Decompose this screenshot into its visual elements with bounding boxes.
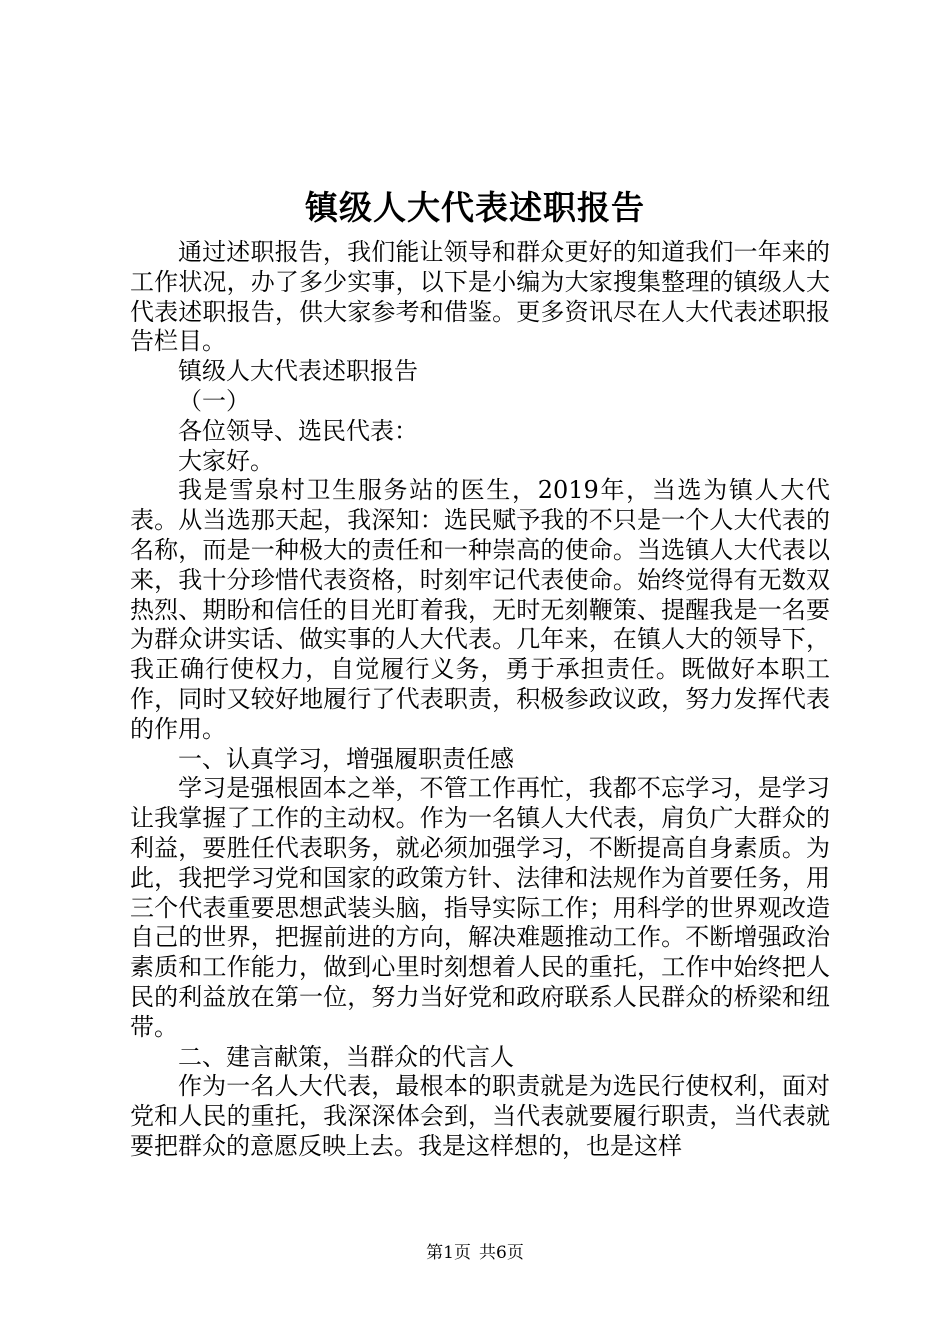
section-number: （一） [178, 386, 250, 415]
body-paragraph: 学习是强根固本之举，不管工作再忙，我都不忘学习，是学习让我掌握了工作的主动权。作为一名镇人大代表，肩负广大群众的利益，要胜任代表职务，就必须加强学习，不断提高自身素质。为此，我把学习党和国家的政策方针、法律和法规作为首要任务，用三个代表重要思想武装头脑，指导实际工作；用科学的世界观改造自己的世界，把握前进的方向，解决难题推动工作。不断增强政治素质和工作能力，做到心里时刻想着人民的重托，工作中始终把人民的利益放在第一位，努力当好党和政府联系人民群众的桥梁和纽带。 [130, 774, 830, 1041]
greeting: 大家好。 [178, 446, 274, 475]
document-title: 镇级人大代表述职报告 [305, 188, 645, 227]
section-heading: 一、认真学习，增强履职责任感 [178, 744, 514, 773]
page-number: 第1页 [426, 1243, 471, 1263]
subtitle-line: 镇级人大代表述职报告 [178, 357, 418, 386]
page-total: 共6页 [479, 1243, 524, 1263]
section-heading: 二、建言献策，当群众的代言人 [178, 1042, 514, 1071]
body-paragraph: 作为一名人大代表，最根本的职责就是为选民行使权利，面对党和人民的重托，我深深体会到，当代表就要履行职责，当代表就要把群众的意愿反映上去。我是这样想的，也是这样 [130, 1072, 830, 1160]
body-paragraph: 我是雪泉村卫生服务站的医生，2019年，当选为镇人大代表。从当选那天起，我深知：选民赋予我的不只是一个人大代表的名称，而是一种极大的责任和一种崇高的使命。当选镇人大代表以来，我十分珍惜代表资格，时刻牢记代表使命。始终觉得有无数双热烈、期盼和信任的目光盯着我，无时无刻鞭策、提醒我是一名要为群众讲实话、做实事的人大代表。几年来，在镇人大的领导下，我正确行使权力，自觉履行义务，勇于承担责任。既做好本职工作，同时又较好地履行了代表职责，积极参政议政，努力发挥代表的作用。 [130, 476, 830, 743]
document-body [130, 238, 830, 1162]
salutation: 各位领导、选民代表： [178, 416, 418, 445]
page-footer [0, 1242, 950, 1264]
intro-paragraph: 通过述职报告，我们能让领导和群众更好的知道我们一年来的工作状况，办了多少实事，以下是小编为大家搜集整理的镇级人大代表述职报告，供大家参考和借鉴。更多资讯尽在人大代表述职报告栏目。 [130, 238, 830, 356]
